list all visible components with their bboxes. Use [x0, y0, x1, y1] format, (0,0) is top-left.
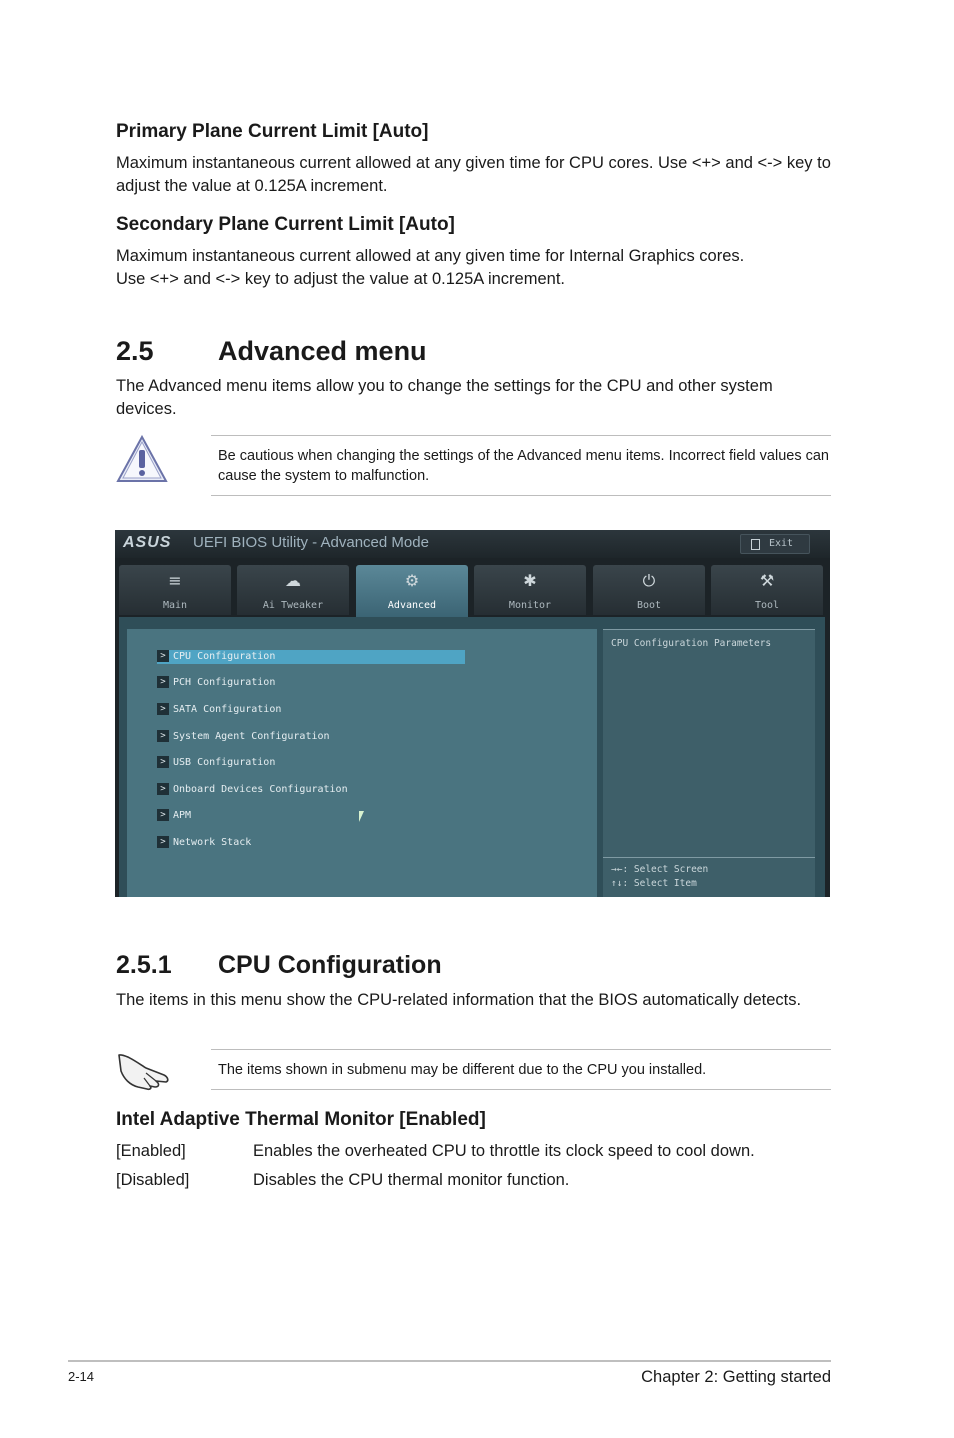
- option-disabled-desc: Disables the CPU thermal monitor function.: [253, 1171, 570, 1189]
- list-icon: ≡: [168, 571, 182, 590]
- menu-item-label: USB Configuration: [173, 757, 276, 768]
- menu-item-sata-configuration[interactable]: [157, 703, 281, 717]
- caution-rule-bottom: [211, 495, 831, 496]
- menu-item-label: PCH Configuration: [173, 677, 276, 688]
- chevron-right-icon: >: [157, 730, 169, 742]
- section-advanced-heading: [116, 336, 427, 367]
- tab-tool[interactable]: [711, 565, 823, 615]
- menu-item-apm[interactable]: [157, 809, 191, 823]
- warning-icon: [116, 434, 168, 484]
- footer-rule: [68, 1360, 831, 1362]
- section-number: 2.5: [116, 336, 154, 366]
- bios-menu-list: [127, 629, 597, 897]
- note-rule-top: [211, 1049, 831, 1050]
- pointing-hand-icon: [116, 1051, 172, 1091]
- chapter-title: Chapter 2: Getting started: [641, 1368, 831, 1386]
- mouse-cursor-icon: [359, 811, 364, 822]
- option-enabled-desc: Enables the overheated CPU to throttle its clock speed to cool down.: [253, 1142, 755, 1160]
- tab-boot[interactable]: [593, 565, 705, 615]
- menu-item-usb-configuration[interactable]: [157, 756, 275, 770]
- exit-icon: [751, 539, 760, 550]
- menu-item-label: SATA Configuration: [173, 704, 282, 715]
- key-hint-select-screen: →←: Select Screen: [611, 864, 709, 875]
- menu-item-network-stack[interactable]: [157, 836, 251, 850]
- bios-title-bar: [115, 530, 830, 558]
- advanced-icon: ⚙: [404, 571, 420, 590]
- primary-plane-text: Maximum instantaneous current allowed at any given time for CPU cores. Use <+> and <-> key to adjust the value at 0.125A increment.: [116, 154, 831, 195]
- section-title: Advanced menu: [218, 336, 427, 366]
- monitor-icon: ✱: [523, 571, 537, 590]
- tab-label: Ai Tweaker: [262, 600, 324, 611]
- section-title: CPU Configuration: [218, 951, 442, 979]
- tab-advanced[interactable]: [356, 565, 468, 617]
- help-text: CPU Configuration Parameters: [611, 638, 772, 649]
- menu-item-label: CPU Configuration: [173, 651, 276, 662]
- bios-help-panel: [603, 629, 815, 897]
- menu-item-label: Onboard Devices Configuration: [173, 784, 348, 795]
- chevron-right-icon: >: [157, 703, 169, 715]
- menu-item-cpu-configuration[interactable]: [157, 650, 465, 664]
- advanced-intro: The Advanced menu items allow you to change the settings for the CPU and other system devices.: [116, 377, 773, 418]
- caution-rule-top: [211, 435, 831, 436]
- chevron-right-icon: >: [157, 836, 169, 848]
- exit-button[interactable]: [740, 534, 810, 554]
- key-hint-select-item: ↑↓: Select Item: [611, 878, 697, 889]
- primary-plane-heading: Primary Plane Current Limit [Auto]: [116, 121, 429, 142]
- secondary-plane-heading: Secondary Plane Current Limit [Auto]: [116, 214, 455, 235]
- option-enabled-key: [Enabled]: [116, 1142, 186, 1160]
- chevron-right-icon: >: [157, 756, 169, 768]
- tab-label: Boot: [636, 600, 662, 611]
- page-number: 2-14: [68, 1369, 95, 1384]
- bios-title: UEFI BIOS Utility - Advanced Mode: [193, 534, 429, 551]
- secondary-plane-text-1: Maximum instantaneous current allowed at any given time for Internal Graphics cores.: [116, 247, 745, 265]
- tab-label: Tool: [754, 600, 780, 611]
- chevron-right-icon: >: [157, 809, 169, 821]
- exit-label: Exit: [769, 538, 794, 549]
- tab-label: Advanced: [387, 600, 437, 611]
- menu-item-onboard-devices-configuration[interactable]: [157, 783, 348, 797]
- section-number: 2.5.1: [116, 951, 172, 979]
- caution-text: Be cautious when changing the settings of the Advanced menu items. Incorrect field values can cause the system to malfunction.: [218, 448, 829, 484]
- chevron-right-icon: >: [157, 783, 169, 795]
- secondary-plane-text-2: Use <+> and <-> key to adjust the value at 0.125A increment.: [116, 270, 565, 288]
- menu-item-system-agent-configuration[interactable]: [157, 730, 330, 744]
- section-cpu-heading: [116, 951, 442, 980]
- menu-item-pch-configuration[interactable]: [157, 676, 275, 690]
- tab-ai-tweaker[interactable]: [237, 565, 349, 615]
- tab-monitor[interactable]: [474, 565, 586, 615]
- menu-item-label: APM: [173, 810, 192, 821]
- help-divider: [603, 857, 815, 858]
- chevron-right-icon: >: [157, 676, 169, 688]
- chevron-right-icon: >: [157, 650, 169, 662]
- tab-main[interactable]: [119, 565, 231, 615]
- asus-logo: ASUS: [123, 534, 172, 551]
- bios-tab-bar: [119, 565, 830, 617]
- menu-item-label: Network Stack: [173, 837, 252, 848]
- cpu-intro: The items in this menu show the CPU-related information that the BIOS automatically detects.: [116, 991, 802, 1009]
- tab-label: Main: [162, 600, 188, 611]
- power-icon: ⏻: [642, 571, 656, 590]
- note-rule-bottom: [211, 1089, 831, 1090]
- bios-screenshot: [115, 530, 830, 897]
- menu-item-label: System Agent Configuration: [173, 731, 330, 742]
- tool-icon: ⚒: [759, 571, 775, 590]
- option-disabled-key: [Disabled]: [116, 1171, 190, 1189]
- tab-label: Monitor: [508, 600, 552, 611]
- tweaker-icon: ☁: [285, 571, 301, 590]
- thermal-monitor-heading: Intel Adaptive Thermal Monitor [Enabled]: [116, 1109, 486, 1130]
- note-text: The items shown in submenu may be different due to the CPU you installed.: [218, 1062, 707, 1078]
- bios-content-panel: [119, 617, 825, 897]
